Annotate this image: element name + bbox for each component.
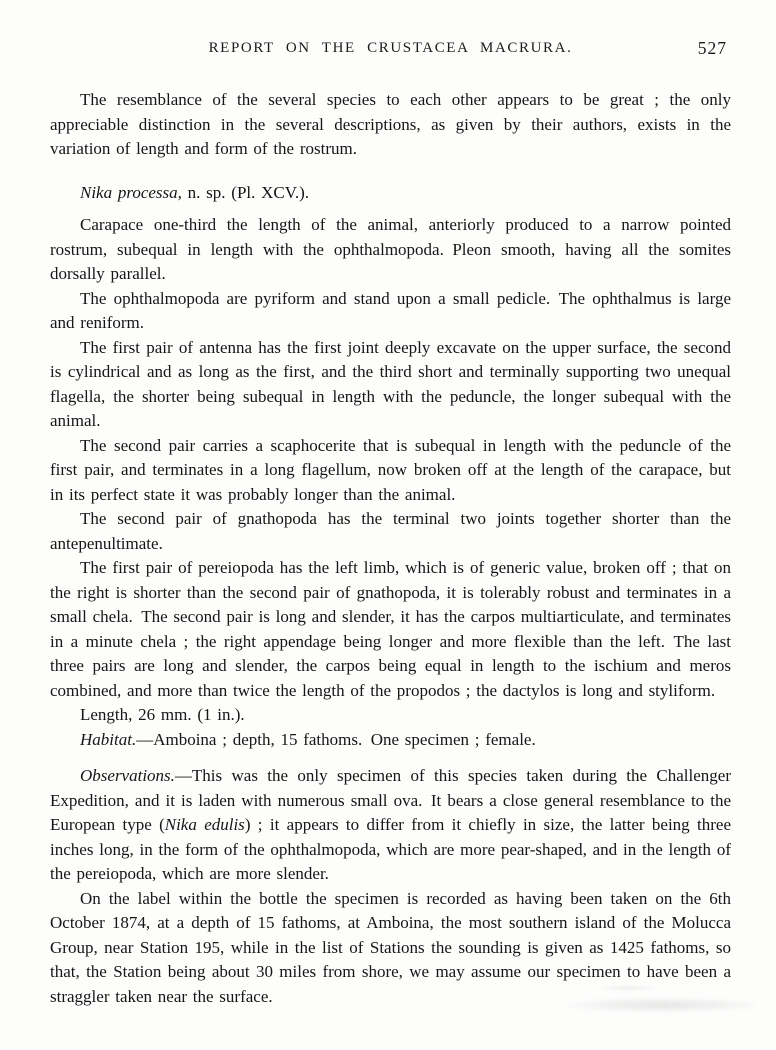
species-heading: [50, 181, 731, 206]
label-record-paragraph: On the label within the bottle the specimen is recorded as having been taken on the 6th October 1874, at a depth of 15 fathoms, at Amboina, the most southern island of the Molucca Group, near Station 195, while in the list of Stations the sounding is given as 1425 fathoms, so that, the Station being about 30 miles from shore, we may assume our specimen to have been a straggler taken near the surface.: [50, 888, 731, 1006]
text-block: [50, 40, 731, 1009]
description-paragraph-antenna: The first pair of antenna has the first joint deeply excavate on the upper surface, the second is cylindrical and as long as the first, and the third short and terminally supporting two unequal flagella, the shorter being subequal in length with the peduncle, the longer subequal with the animal.: [50, 337, 731, 430]
description-paragraph-gnathopoda: The second pair of gnathopoda has the terminal two joints together shorter than the antepenultimate.: [50, 509, 731, 553]
description-paragraph-scaphocerite: The second pair carries a scaphocerite that is subequal in length with the peduncle of the first pair, and terminates in a long flagellum, now broken off at the length of the carapace, but in its perfect state it was probably longer than the animal.: [50, 435, 731, 504]
observations-tail-text: ) ; it appears to differ from it chiefly in size, the latter being three inches long, in the form of the ophthalmopoda, which are more pear-shaped, and in the length of the pereiopoda, which are more slender.: [50, 815, 731, 883]
description-paragraph-carapace: Carapace one-third the length of the animal, anteriorly produced to a narrow pointed rostrum, subequal in length with the ophthalmopoda. Pleon smooth, having all the somites dorsally parallel.: [50, 215, 731, 283]
habitat-line: [50, 728, 731, 753]
page-number: 527: [697, 38, 727, 58]
observations-label-italic: Observations.: [80, 766, 175, 785]
scan-smudge-artifact: [555, 1000, 755, 1010]
description-paragraph-pereiopoda: The first pair of pereiopoda has the left limb, which is of generic value, broken off ; that on the right is shorter than the second pair of gnathopoda, it is tolerably robust and terminates in a small chela. The second pair is long and slender, it has the carpos multiarticulate, and terminates in a minute chela ; the right appendage being longer and more flexible than the left. The last three pairs are long and slender, the carpos being equal in length to the ischium and meros combined, and more than twice the length of the propodos ; the dactylos is long and styliform.: [50, 558, 731, 700]
compared-species-italic: Nika edulis: [164, 815, 245, 834]
species-name-italic: Nika processa: [80, 182, 178, 202]
scan-speck-artifact: [598, 985, 658, 991]
habitat-text: —Amboina ; depth, 15 fathoms. One specimen ; female.: [136, 729, 536, 749]
running-head: [50, 40, 731, 62]
observations-paragraph: [50, 764, 731, 887]
length-line: Length, 26 mm. (1 in.).: [80, 705, 245, 724]
observations-lead-text: —This was the only specimen of this species taken during the Challenger Expedition, and it is laden with numerous small ova. It bears a close general resemblance to the European type (: [50, 766, 731, 834]
description-paragraph-ophthalmopoda: The ophthalmopoda are pyriform and stand upon a small pedicle. The ophthalmus is large and reniform.: [50, 288, 731, 332]
running-title: REPORT ON THE CRUSTACEA MACRURA.: [208, 40, 573, 56]
habitat-label-italic: Habitat.: [80, 729, 137, 749]
species-heading-suffix: , n. sp. (Pl. XCV.).: [177, 182, 309, 202]
intro-paragraph: The resemblance of the several species to each other appears to be great ; the only appreciable distinction in the several descriptions, as given by their authors, exists in the variation of length and form of the rostrum.: [50, 90, 731, 158]
